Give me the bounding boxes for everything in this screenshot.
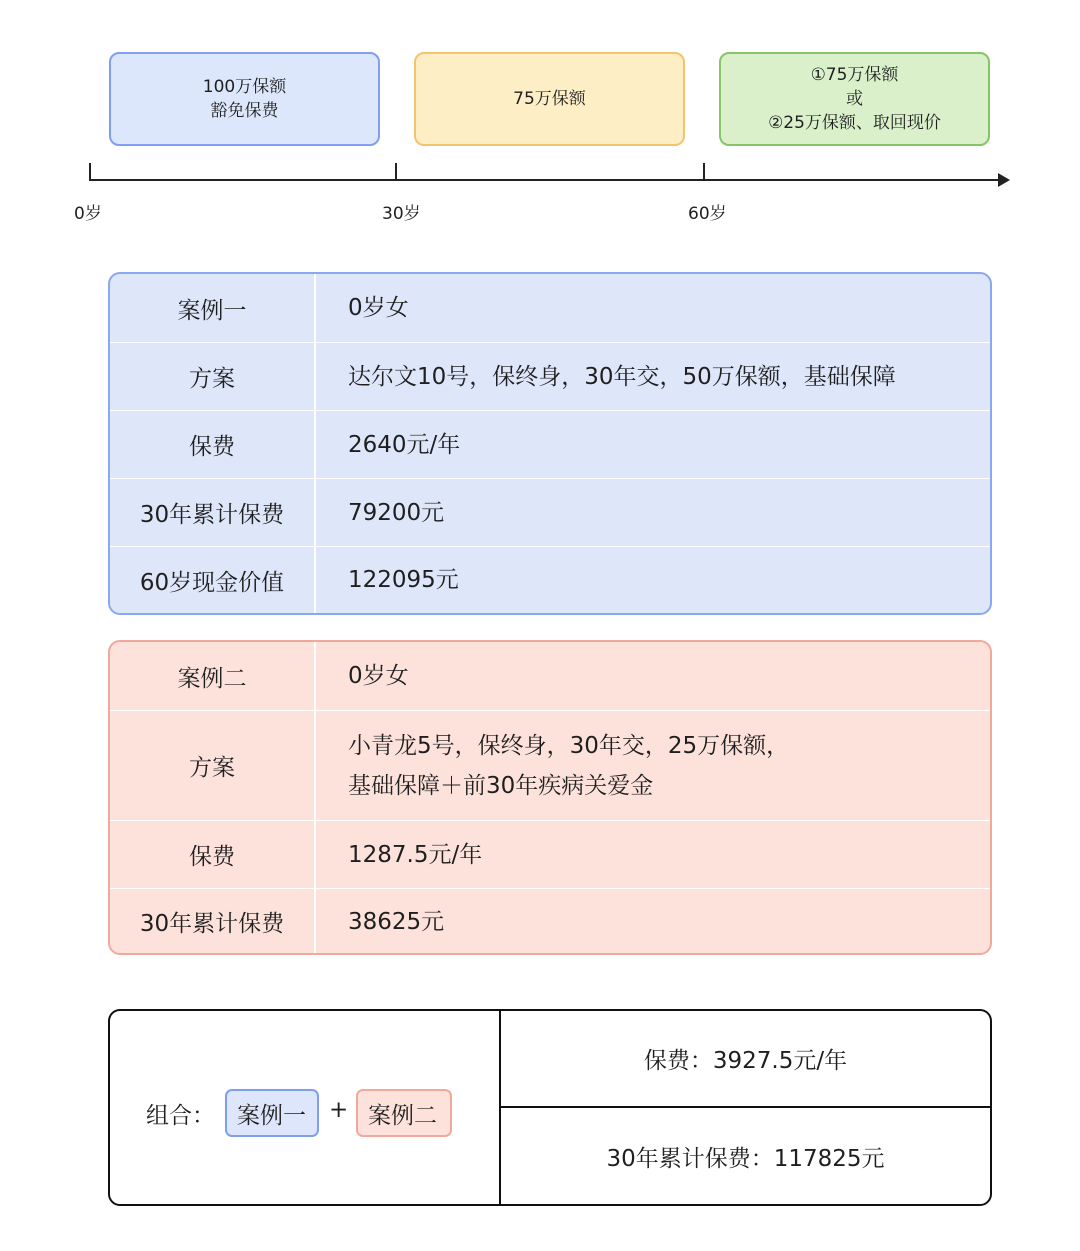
row-value xyxy=(316,274,990,342)
timeline-tick xyxy=(703,163,705,181)
timeline-tick xyxy=(89,163,91,181)
combination-left xyxy=(110,1011,501,1204)
row-value xyxy=(316,821,990,888)
row-label: 保费 xyxy=(110,411,316,478)
row-label: 保费 xyxy=(110,821,316,888)
table-row xyxy=(110,410,990,478)
combination-box xyxy=(108,1009,992,1206)
stage-line: 豁免保费 xyxy=(210,101,279,121)
stage-line: ①75万保额 xyxy=(810,65,899,85)
plus-sign: + xyxy=(329,1097,349,1123)
timeline-stage-60-plus xyxy=(719,52,990,146)
tick-label-30: 30岁 xyxy=(382,204,421,224)
row-value xyxy=(316,343,990,410)
row-label: 60岁现金价值 xyxy=(110,547,316,613)
row-value xyxy=(316,889,990,954)
row-label: 案例二 xyxy=(110,642,316,710)
row-label: 方案 xyxy=(110,711,316,820)
value-line: 基础保障＋前30年疾病关爱金 xyxy=(348,772,654,799)
combined-premium: 保费：3927.5元/年 xyxy=(501,1011,990,1108)
tick-label-60: 60岁 xyxy=(688,204,727,224)
case1-table xyxy=(108,272,992,615)
value-line: 0岁女 xyxy=(348,295,409,321)
tick-label-0: 0岁 xyxy=(74,204,102,224)
stage-line: 100万保额 xyxy=(202,77,287,97)
row-label: 方案 xyxy=(110,343,316,410)
row-label: 30年累计保费 xyxy=(110,479,316,546)
case2-table xyxy=(108,640,992,955)
table-row xyxy=(110,478,990,546)
row-value xyxy=(316,642,990,710)
row-value xyxy=(316,479,990,546)
value-line: 2640元/年 xyxy=(348,431,461,458)
combination-label: 组合： xyxy=(146,1103,215,1129)
table-row xyxy=(110,342,990,410)
table-row xyxy=(110,820,990,888)
arrow-right-icon xyxy=(998,173,1010,187)
timeline-stage-30-60 xyxy=(414,52,685,146)
case1-chip: 案例一 xyxy=(225,1089,319,1137)
stage-line: ②25万保额、取回现价 xyxy=(768,113,941,133)
value-line: 1287.5元/年 xyxy=(348,841,483,868)
value-line: 达尔文10号，保终身，30年交，50万保额，基础保障 xyxy=(348,363,896,390)
case2-chip: 案例二 xyxy=(356,1089,452,1137)
table-row xyxy=(110,710,990,820)
value-line: 0岁女 xyxy=(348,663,409,689)
timeline-axis xyxy=(89,179,1001,181)
row-label: 30年累计保费 xyxy=(110,889,316,954)
table-row xyxy=(110,546,990,613)
table-row xyxy=(110,274,990,342)
combined-total-premium: 30年累计保费：117825元 xyxy=(606,1145,885,1172)
stage-line: 或 xyxy=(846,89,863,109)
table-row xyxy=(110,888,990,954)
value-line: 38625元 xyxy=(348,908,445,935)
value-line: 小青龙5号，保终身，30年交，25万保额， xyxy=(348,732,790,759)
timeline-stage-0-30 xyxy=(109,52,380,146)
timeline-tick xyxy=(395,163,397,181)
table-row xyxy=(110,642,990,710)
row-label: 案例一 xyxy=(110,274,316,342)
row-value xyxy=(316,711,990,820)
value-line: 79200元 xyxy=(348,499,445,526)
row-value xyxy=(316,547,990,613)
row-value xyxy=(316,411,990,478)
stage-line: 75万保额 xyxy=(513,89,586,109)
value-line: 122095元 xyxy=(348,567,459,593)
